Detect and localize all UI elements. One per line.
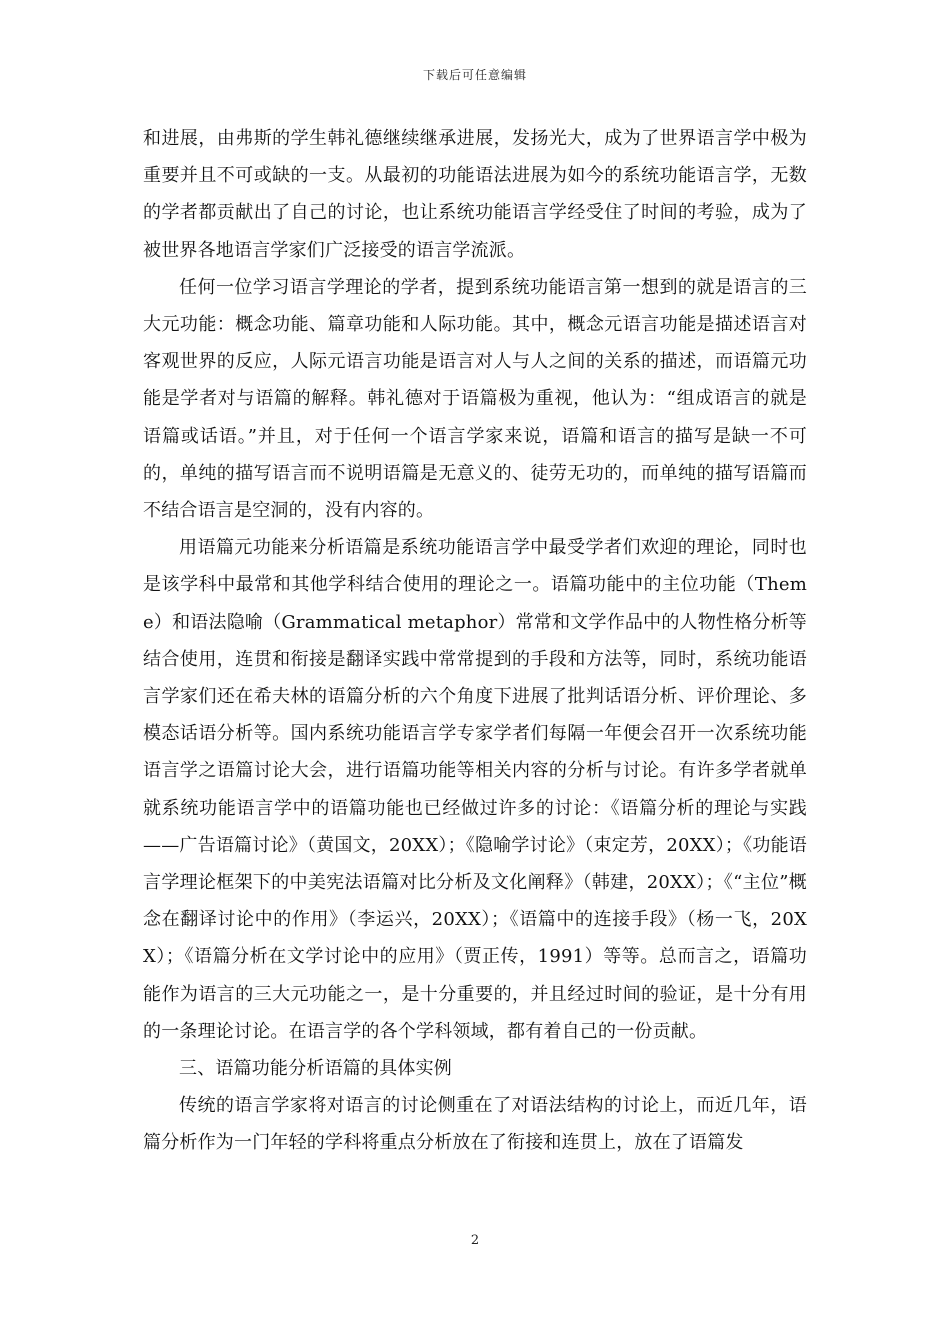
paragraph-traditional-linguistics: 传统的语言学家将对语言的讨论侧重在了对语法结构的讨论上，而近几年，语篇分析作为一门年轻的学科将重点分析放在了衔接和连贯上，放在了语篇发 — [143, 1095, 807, 1154]
section-heading: 三、语篇功能分析语篇的具体实例 — [179, 1058, 452, 1080]
paragraph-textual-function: 用语篇元功能来分析语篇是系统功能语言学中最受学者们欢迎的理论，同时也是该学科中最常和其他学科结合使用的理论之一。语篇功能中的主位功能（Theme）和语法隐喻（Grammatical metaphor）常常和文学作品中的人物性格分析等结合使用，连贯和衔接是翻译实践中常常提到的手段和方法等，同时，系统功能语言学家们还在希夫林的语篇分析的六个角度下进展了批判话语分析、评价理论、多模态话语分析等。国内系统功能语言学专家学者们每隔一年便会召开一次系统功能语言学之语篇讨论大会，进行语篇功能等相关内容的分析与讨论。有许多学者就单就系统功能语言学中的语篇功能也已经做过许多的讨论：《语篇分析的理论与实践——广告语篇讨论》（黄国文，20XX）；《隐喻学讨论》（束定芳，20XX）；《功能语言学理论框架下的中美宪法语篇对比分析及文化阐释》（韩建，20XX）；《“主位”概念在翻译讨论中的作用》（李运兴，20XX）；《语篇中的连接手段》（杨一飞，20XX）；《语篇分析在文学讨论中的应用》（贾正传，1991）等等。总而言之，语篇功能作为语言的三大元功能之一，是十分重要的，并且经过时间的验证，是十分有用的一条理论讨论。在语言学的各个学科领域，都有着自己的一份贡献。 — [143, 537, 807, 1042]
page-number: 2 — [470, 1233, 480, 1248]
paragraph-continuation: 和进展，由弗斯的学生韩礼德继续继承进展，发扬光大，成为了世界语言学中极为重要并且不可或缺的一支。从最初的功能语法进展为如今的系统功能语言学，无数的学者都贡献出了自己的讨论，也让系统功能语言学经受住了时间的考验，成为了被世界各地语言学家们广泛接受的语言学流派。 — [143, 128, 807, 261]
paragraph-metafunctions: 任何一位学习语言学理论的学者，提到系统功能语言第一想到的就是语言的三大元功能：概念功能、篇章功能和人际功能。其中，概念元语言功能是描述语言对客观世界的反应，人际元语言功能是语言对人与人之间的关系的描述，而语篇元功能是学者对与语篇的解释。韩礼德对于语篇极为重视，他认为：“组成语言的就是语篇或话语。”并且，对于任何一个语言学家来说，语篇和语言的描写是缺一不可的，单纯的描写语言而不说明语篇是无意义的、徒劳无功的，而单纯的描写语篇而不结合语言是空洞的，没有内容的。 — [143, 276, 807, 522]
document-body — [143, 120, 807, 1162]
page-header: 下载后可任意编辑 — [422, 68, 527, 82]
